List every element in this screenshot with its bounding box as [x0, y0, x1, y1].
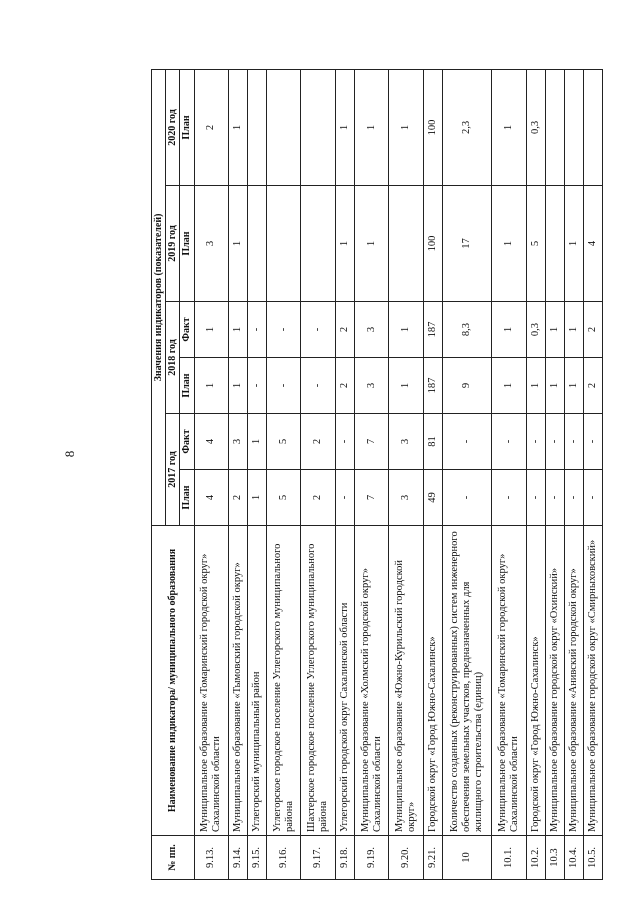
- table-row: [301, 69, 335, 879]
- cell-2017-fact: 5: [267, 414, 301, 470]
- row-num: 9.20.: [389, 836, 423, 880]
- cell-2018-plan: 187: [423, 358, 442, 414]
- cell-2020-plan: 1: [492, 69, 526, 185]
- table-row: [564, 69, 583, 879]
- header-fact-2018: Факт: [180, 302, 194, 358]
- cell-2018-fact: 2: [335, 302, 354, 358]
- cell-2018-fact: 1: [492, 302, 526, 358]
- cell-2020-plan: [583, 69, 602, 185]
- header-plan-2017: План: [180, 470, 194, 526]
- cell-2017-plan: -: [526, 470, 545, 526]
- cell-2018-plan: 1: [194, 358, 228, 414]
- rotated-table-wrapper: [151, 70, 603, 880]
- cell-2018-fact: 187: [423, 302, 442, 358]
- cell-2019-plan: 1: [564, 186, 583, 302]
- table-row: [228, 69, 247, 879]
- cell-2020-plan: [301, 69, 335, 185]
- cell-2020-plan: [545, 69, 564, 185]
- header-year-2019: 2019 год: [166, 186, 180, 302]
- row-name: Муниципальное образование «Томаринский городской округ» Сахалинской области: [194, 526, 228, 836]
- row-num: 9.15.: [248, 836, 267, 880]
- cell-2017-plan: 7: [354, 470, 388, 526]
- cell-2020-plan: 2: [194, 69, 228, 185]
- header-name: Наименование индикатора/ муниципального образования: [152, 526, 195, 836]
- cell-2017-plan: 2: [301, 470, 335, 526]
- cell-2020-plan: 1: [389, 69, 423, 185]
- table-row: [492, 69, 526, 879]
- indicators-table: [151, 69, 603, 880]
- row-name: Муниципальное образование «Тымовский городской округ»: [228, 526, 247, 836]
- cell-2019-plan: 5: [526, 186, 545, 302]
- cell-2017-fact: -: [335, 414, 354, 470]
- cell-2017-fact: 81: [423, 414, 442, 470]
- header-values: Значения индикаторов (показателей): [152, 69, 166, 525]
- row-num: 10.2.: [526, 836, 545, 880]
- cell-2018-fact: 1: [564, 302, 583, 358]
- cell-2018-plan: 1: [492, 358, 526, 414]
- cell-2017-fact: -: [526, 414, 545, 470]
- cell-2018-plan: 1: [564, 358, 583, 414]
- row-name: Муниципальное образование «Холмский городской округ» Сахалинской области: [354, 526, 388, 836]
- cell-2017-plan: 3: [389, 470, 423, 526]
- row-num: 9.16.: [267, 836, 301, 880]
- cell-2020-plan: [564, 69, 583, 185]
- cell-2017-plan: 5: [267, 470, 301, 526]
- cell-2017-fact: 2: [301, 414, 335, 470]
- cell-2020-plan: 1: [228, 69, 247, 185]
- cell-2019-plan: [301, 186, 335, 302]
- cell-2017-plan: 49: [423, 470, 442, 526]
- cell-2018-plan: -: [248, 358, 267, 414]
- cell-2017-fact: -: [545, 414, 564, 470]
- row-num: 10: [442, 836, 492, 880]
- row-name: Углегорский муниципальный район: [248, 526, 267, 836]
- cell-2018-fact: 1: [389, 302, 423, 358]
- cell-2020-plan: [248, 69, 267, 185]
- cell-2018-fact: 1: [545, 302, 564, 358]
- cell-2019-plan: 1: [335, 186, 354, 302]
- cell-2017-fact: 4: [194, 414, 228, 470]
- row-num: 9.21.: [423, 836, 442, 880]
- cell-2018-plan: 1: [526, 358, 545, 414]
- cell-2018-fact: 0,3: [526, 302, 545, 358]
- cell-2018-plan: 1: [228, 358, 247, 414]
- row-name: Углегорский городской округ Сахалинской области: [335, 526, 354, 836]
- row-num: 9.19.: [354, 836, 388, 880]
- cell-2017-plan: 4: [194, 470, 228, 526]
- cell-2019-plan: [248, 186, 267, 302]
- cell-2017-fact: 3: [228, 414, 247, 470]
- cell-2018-fact: -: [248, 302, 267, 358]
- row-name: Муниципальное образование «Анивский городской округ»: [564, 526, 583, 836]
- cell-2017-plan: 2: [228, 470, 247, 526]
- cell-2017-fact: 1: [248, 414, 267, 470]
- header-year-2017: 2017 год: [166, 414, 180, 526]
- cell-2019-plan: [267, 186, 301, 302]
- cell-2018-plan: 9: [442, 358, 492, 414]
- cell-2017-plan: -: [583, 470, 602, 526]
- table-row: [442, 69, 492, 879]
- cell-2017-fact: -: [442, 414, 492, 470]
- row-name: Муниципальное образование «Южно-Курильский городской округ»: [389, 526, 423, 836]
- cell-2020-plan: 100: [423, 69, 442, 185]
- cell-2018-plan: 2: [583, 358, 602, 414]
- row-name: Количество созданных (реконструированных) систем инженерного обеспечения земельных участков, предназначенных для жилищного строительства (единиц): [442, 526, 492, 836]
- cell-2018-plan: -: [301, 358, 335, 414]
- cell-2018-fact: 1: [228, 302, 247, 358]
- row-num: 9.17.: [301, 836, 335, 880]
- table-row: [194, 69, 228, 879]
- cell-2017-plan: -: [442, 470, 492, 526]
- table-row: [267, 69, 301, 879]
- cell-2017-fact: -: [492, 414, 526, 470]
- table-row: [248, 69, 267, 879]
- header-plan-2020: План: [180, 69, 194, 185]
- cell-2017-fact: 3: [389, 414, 423, 470]
- row-num: 10.4.: [564, 836, 583, 880]
- cell-2019-plan: 1: [492, 186, 526, 302]
- table-row: [423, 69, 442, 879]
- header-plan-2019: План: [180, 186, 194, 302]
- cell-2019-plan: 17: [442, 186, 492, 302]
- row-name: Муниципальное образование городской округ «Охинский»: [545, 526, 564, 836]
- row-name: Городской округ «Город Южно-Сахалинск»: [423, 526, 442, 836]
- table-row: [583, 69, 602, 879]
- header-fact-2017: Факт: [180, 414, 194, 470]
- table-row: [526, 69, 545, 879]
- table-row: [335, 69, 354, 879]
- row-name: Городской округ «Город Южно-Сахалинск»: [526, 526, 545, 836]
- cell-2018-fact: 2: [583, 302, 602, 358]
- header-num: № пп.: [152, 836, 195, 880]
- cell-2017-plan: -: [335, 470, 354, 526]
- cell-2020-plan: 0,3: [526, 69, 545, 185]
- table-row: [545, 69, 564, 879]
- cell-2018-fact: 3: [354, 302, 388, 358]
- cell-2019-plan: [389, 186, 423, 302]
- page-number: 8: [62, 450, 77, 458]
- header-year-2018: 2018 год: [166, 302, 180, 414]
- cell-2017-plan: -: [545, 470, 564, 526]
- row-name: Шахтерское городское поселение Углегорского муниципального района: [301, 526, 335, 836]
- table-row: [354, 69, 388, 879]
- cell-2018-plan: 3: [354, 358, 388, 414]
- row-name: Муниципальное образование городской округ «Смирныховский»: [583, 526, 602, 836]
- cell-2020-plan: [267, 69, 301, 185]
- cell-2018-plan: 2: [335, 358, 354, 414]
- cell-2019-plan: 1: [228, 186, 247, 302]
- header-year-2020: 2020 год: [166, 69, 180, 185]
- cell-2020-plan: 2,3: [442, 69, 492, 185]
- cell-2020-plan: 1: [335, 69, 354, 185]
- cell-2018-fact: -: [267, 302, 301, 358]
- cell-2017-fact: -: [583, 414, 602, 470]
- row-num: 10.3: [545, 836, 564, 880]
- cell-2017-plan: 1: [248, 470, 267, 526]
- cell-2020-plan: 1: [354, 69, 388, 185]
- cell-2019-plan: 100: [423, 186, 442, 302]
- cell-2019-plan: 4: [583, 186, 602, 302]
- row-num: 10.5.: [583, 836, 602, 880]
- cell-2018-plan: -: [267, 358, 301, 414]
- cell-2019-plan: 3: [194, 186, 228, 302]
- row-name: Муниципальное образование «Томаринский городской округ» Сахалинской области: [492, 526, 526, 836]
- table-row: [389, 69, 423, 879]
- row-num: 9.18.: [335, 836, 354, 880]
- cell-2018-fact: 8,3: [442, 302, 492, 358]
- row-num: 10.1.: [492, 836, 526, 880]
- cell-2017-fact: 7: [354, 414, 388, 470]
- cell-2018-plan: 1: [545, 358, 564, 414]
- cell-2018-plan: 1: [389, 358, 423, 414]
- row-name: Углегорское городское поселение Углегорского муниципального района: [267, 526, 301, 836]
- header-plan-2018: План: [180, 358, 194, 414]
- cell-2018-fact: 1: [194, 302, 228, 358]
- row-num: 9.14.: [228, 836, 247, 880]
- cell-2019-plan: 1: [354, 186, 388, 302]
- cell-2018-fact: -: [301, 302, 335, 358]
- cell-2017-plan: -: [492, 470, 526, 526]
- row-num: 9.13.: [194, 836, 228, 880]
- cell-2017-fact: -: [564, 414, 583, 470]
- cell-2017-plan: -: [564, 470, 583, 526]
- cell-2019-plan: [545, 186, 564, 302]
